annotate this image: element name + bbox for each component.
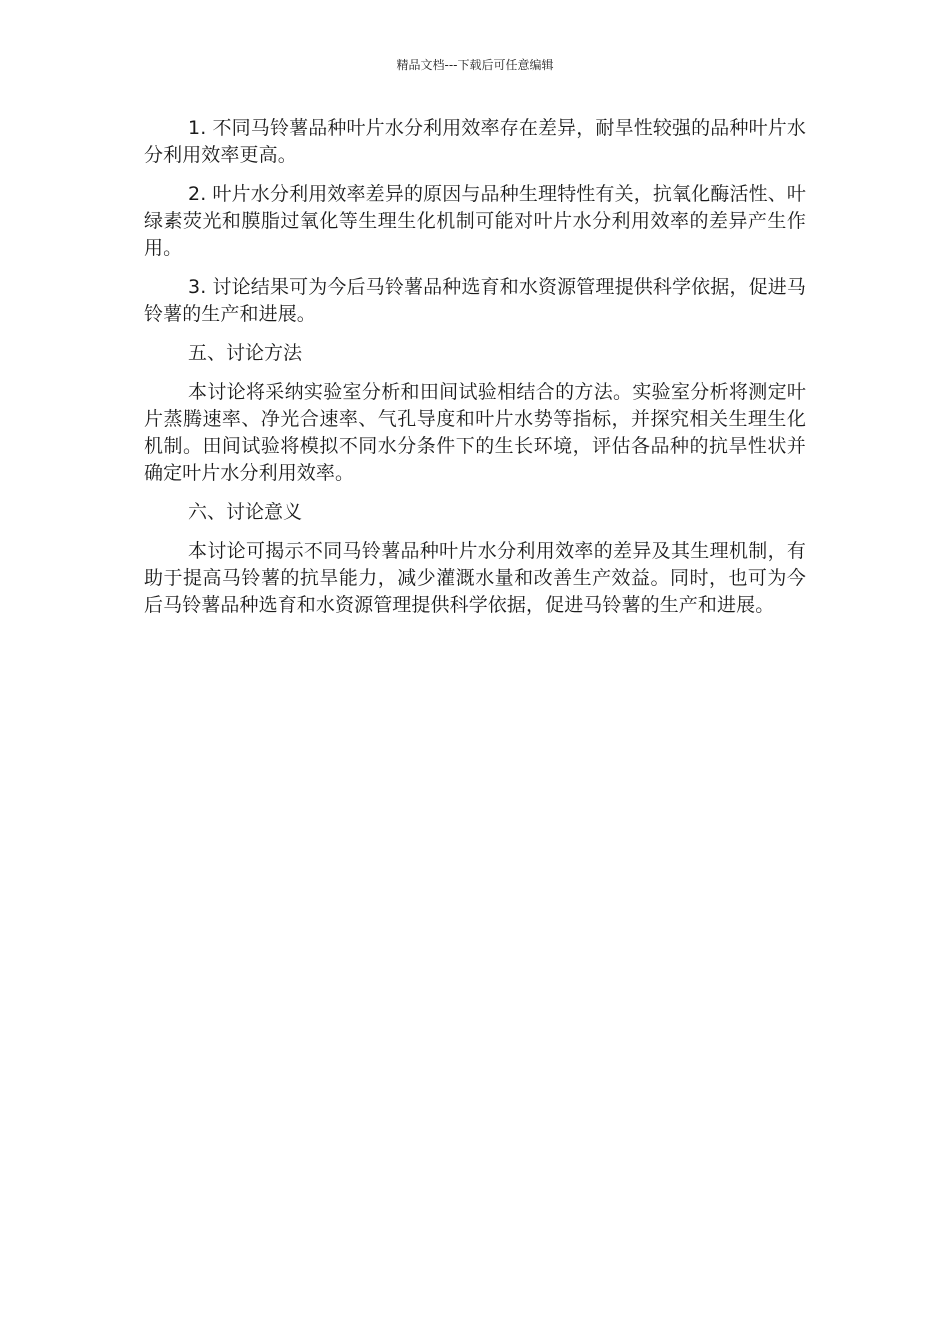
section-heading-significance: 六、讨论意义: [188, 501, 303, 523]
conclusion-item-2: 2. 叶片水分利用效率差异的原因与品种生理特性有关，抗氧化酶活性、叶绿素荧光和膜脂过氧化等生理生化机制可能对叶片水分利用效率的差异产生作用。: [144, 183, 806, 259]
significance-paragraph: 本讨论可揭示不同马铃薯品种叶片水分利用效率的差异及其生理机制，有助于提高马铃薯的抗旱能力，减少灌溉水量和改善生产效益。同时，也可为今后马铃薯品种选育和水资源管理提供科学依据，促进马铃薯的生产和进展。: [144, 540, 806, 616]
conclusion-item-1: 1. 不同马铃薯品种叶片水分利用效率存在差异，耐旱性较强的品种叶片水分利用效率更高。: [144, 117, 806, 166]
conclusion-item-3: 3. 讨论结果可为今后马铃薯品种选育和水资源管理提供科学依据，促进马铃薯的生产和进展。: [144, 276, 806, 325]
document-body: [144, 115, 806, 631]
methods-paragraph: 本讨论将采纳实验室分析和田间试验相结合的方法。实验室分析将测定叶片蒸腾速率、净光合速率、气孔导度和叶片水势等指标，并探究相关生理生化机制。田间试验将模拟不同水分条件下的生长环境，评估各品种的抗旱性状并确定叶片水分利用效率。: [144, 381, 806, 484]
section-heading-methods: 五、讨论方法: [188, 342, 303, 364]
page-header: 精品文档---下载后可任意编辑: [396, 58, 554, 72]
